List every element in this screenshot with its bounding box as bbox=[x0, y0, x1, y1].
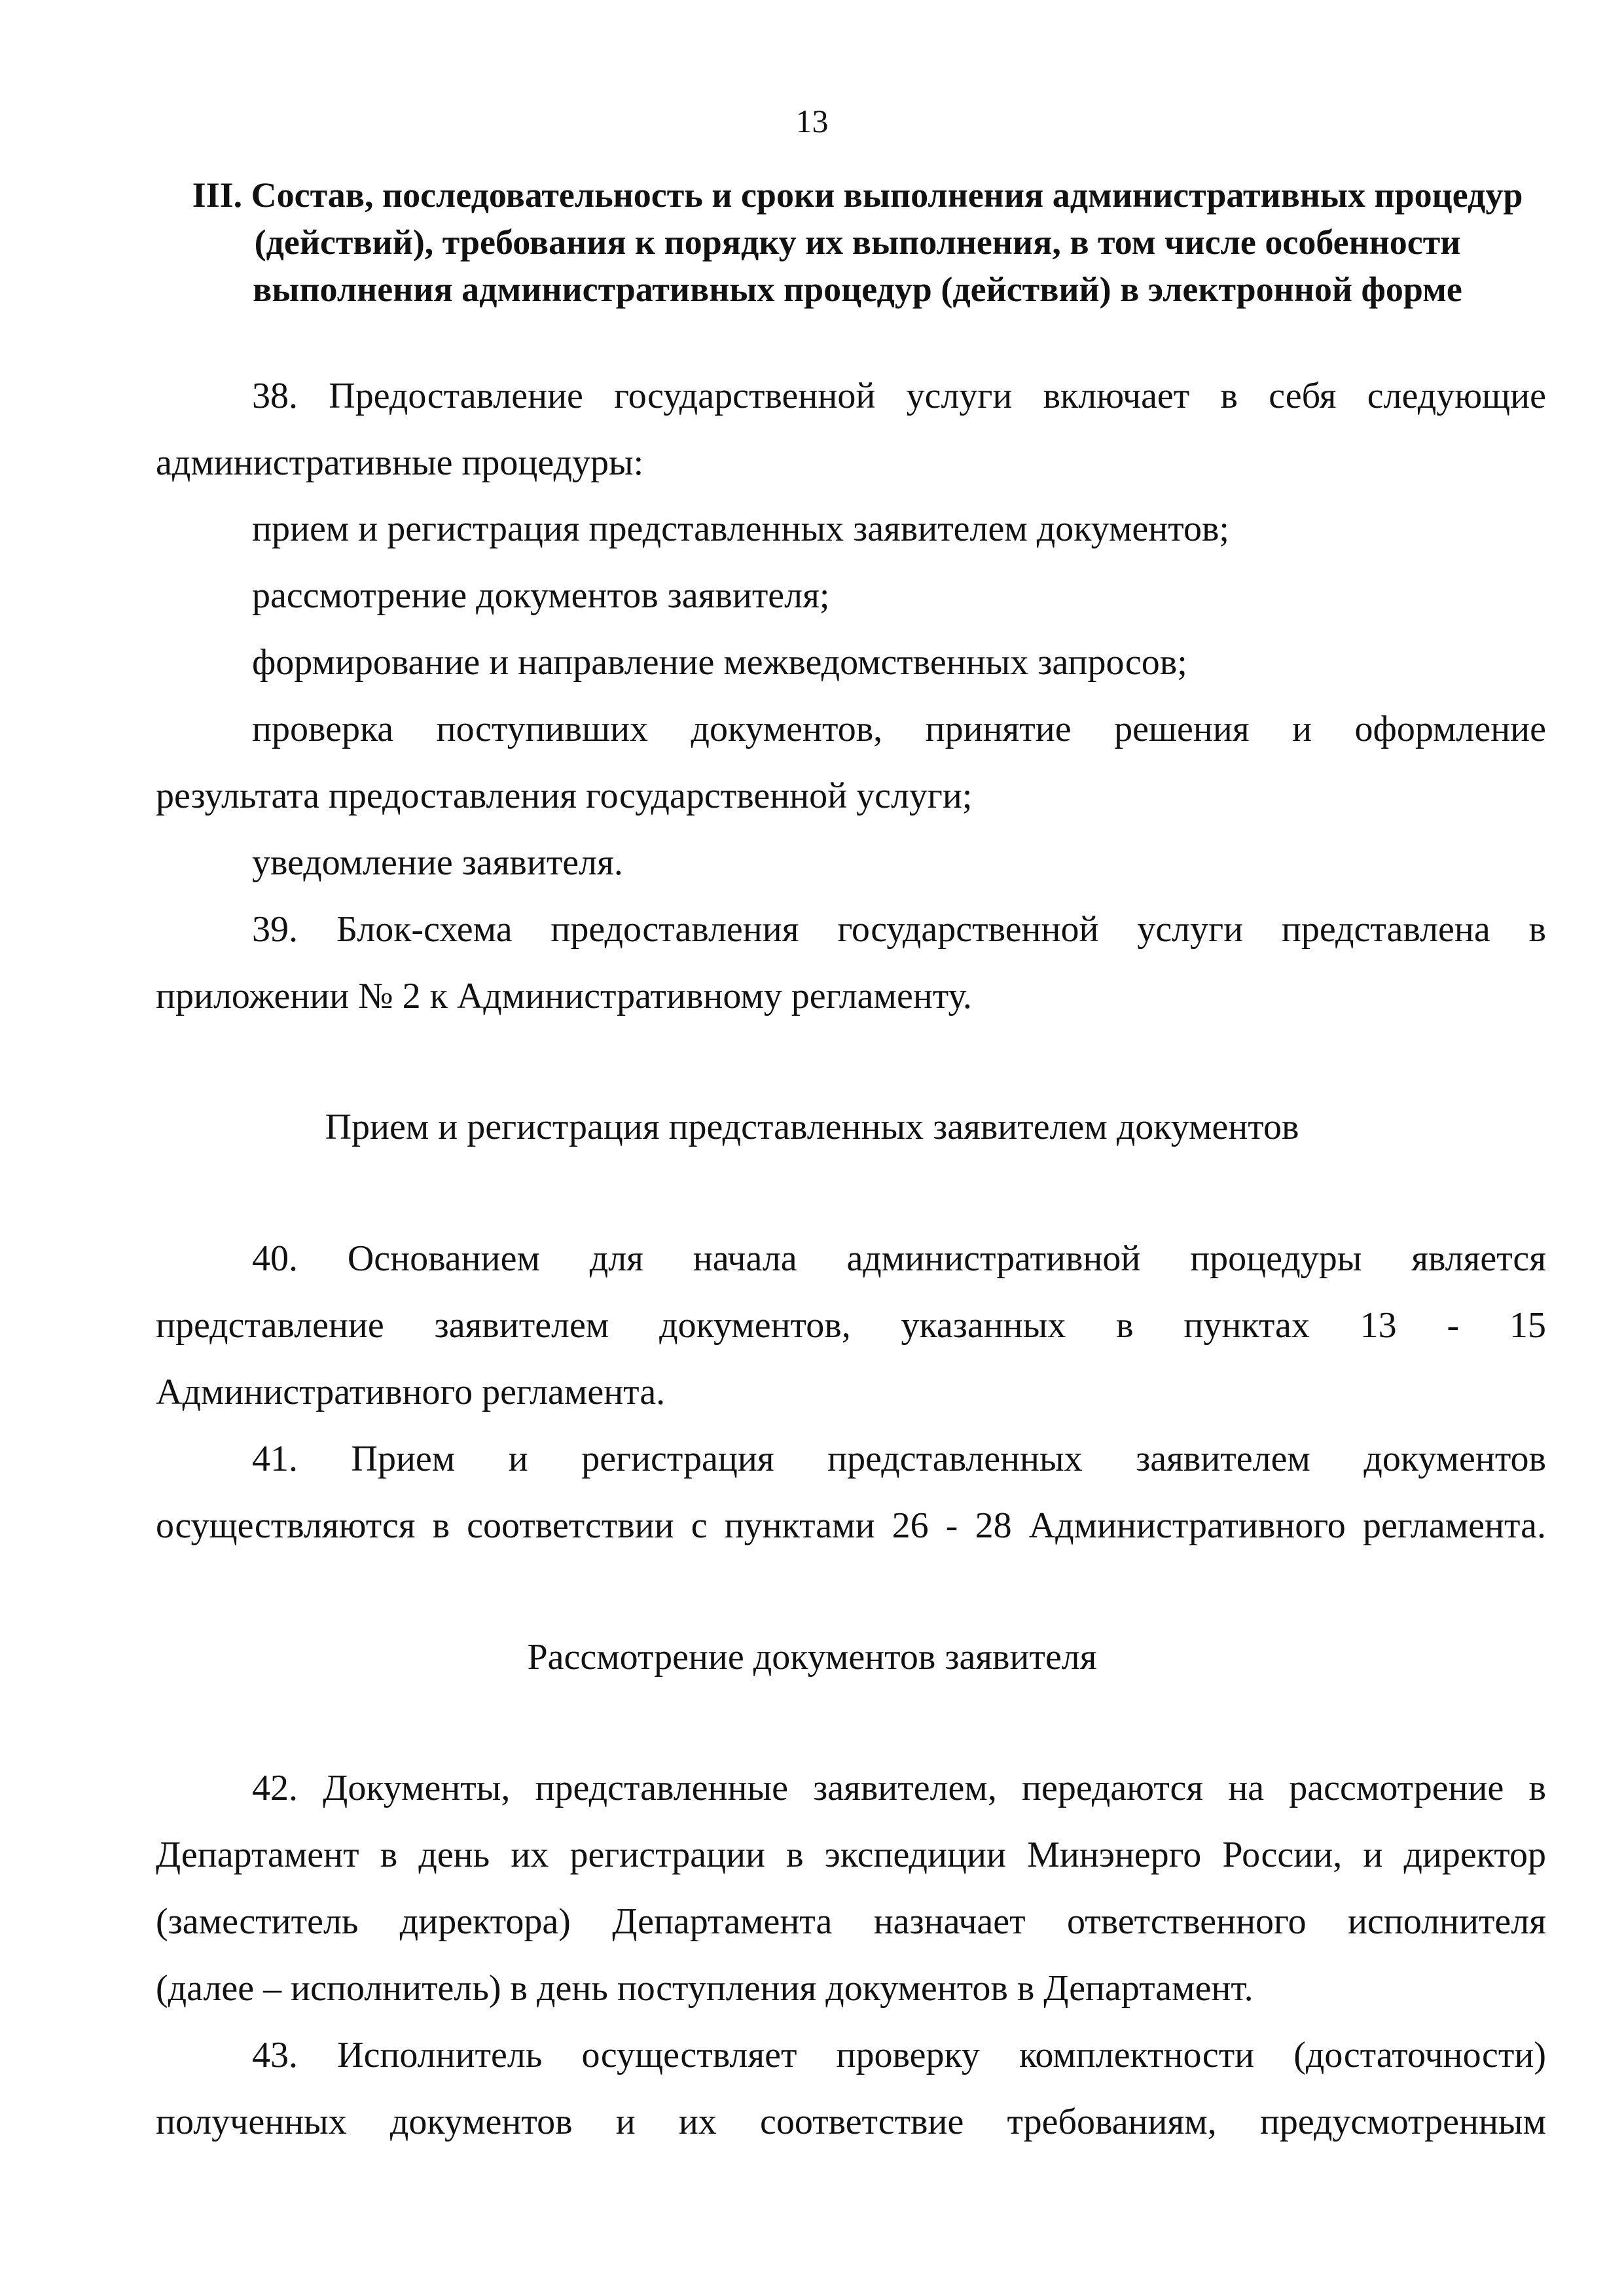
paragraph-41-line-2: осуществляются в соответствии с пунктами 26 - 28 Административного регламента. bbox=[156, 1505, 1546, 1546]
paragraph-40-line-3: Административного регламента. bbox=[156, 1372, 666, 1412]
paragraph-41-line-1: 41. Прием и регистрация представленных заявителем документов bbox=[252, 1439, 1546, 1479]
list-item-5: уведомление заявителя. bbox=[252, 842, 623, 883]
paragraph-43-line-1: 43. Исполнитель осуществляет проверку комплектности (достаточности) bbox=[252, 2035, 1546, 2075]
paragraph-43-line-2: полученных документов и их соответствие требованиям, предусмотренным bbox=[156, 2102, 1546, 2142]
list-item-4-line-1: проверка поступивших документов, принятие решения и оформление bbox=[252, 709, 1546, 749]
paragraph-40-line-2: представление заявителем документов, указанных в пунктах 13 - 15 bbox=[156, 1305, 1546, 1346]
paragraph-42-line-4: (далее – исполнитель) в день поступления документов в Департамент. bbox=[156, 1968, 1254, 2009]
page-number: 13 bbox=[795, 103, 829, 139]
paragraph-38-line-2: административные процедуры: bbox=[156, 442, 644, 483]
paragraph-39-line-1: 39. Блок-схема предоставления государственной услуги представлена в bbox=[252, 909, 1546, 950]
paragraph-38-line-1: 38. Предоставление государственной услуги включает в себя следующие bbox=[252, 376, 1546, 416]
paragraph-42-line-2: Департамент в день их регистрации в экспедиции Минэнерго России, и директор bbox=[156, 1835, 1546, 1875]
paragraph-40-line-1: 40. Основанием для начала административной процедуры является bbox=[252, 1238, 1546, 1279]
heading-line: выполнения административных процедур (действий) в электронной форме bbox=[253, 270, 1462, 309]
paragraph-42-line-1: 42. Документы, представленные заявителем, передаются на рассмотрение в bbox=[252, 1768, 1546, 1808]
paragraph-39-line-2: приложении № 2 к Административному регламенту. bbox=[156, 976, 972, 1016]
section-heading bbox=[177, 171, 1538, 313]
heading-line: III. Состав, последовательность и сроки выполнения административных процедур bbox=[192, 175, 1523, 215]
list-item-2: рассмотрение документов заявителя; bbox=[252, 575, 830, 616]
paragraph-42-line-3: (заместитель директора) Департамента назначает ответственного исполнителя bbox=[156, 1901, 1546, 1942]
subsection-title-review: Рассмотрение документов заявителя bbox=[527, 1637, 1097, 1677]
list-item-1: прием и регистрация представленных заявителем документов; bbox=[252, 509, 1229, 549]
subsection-title-reception: Прием и регистрация представленных заявителем документов bbox=[325, 1107, 1299, 1147]
list-item-3: формирование и направление межведомственных запросов; bbox=[252, 642, 1187, 683]
list-item-4-line-2: результата предоставления государственной услуги; bbox=[156, 776, 973, 816]
heading-line: (действий), требования к порядку их выполнения, в том числе особенности bbox=[254, 223, 1461, 262]
